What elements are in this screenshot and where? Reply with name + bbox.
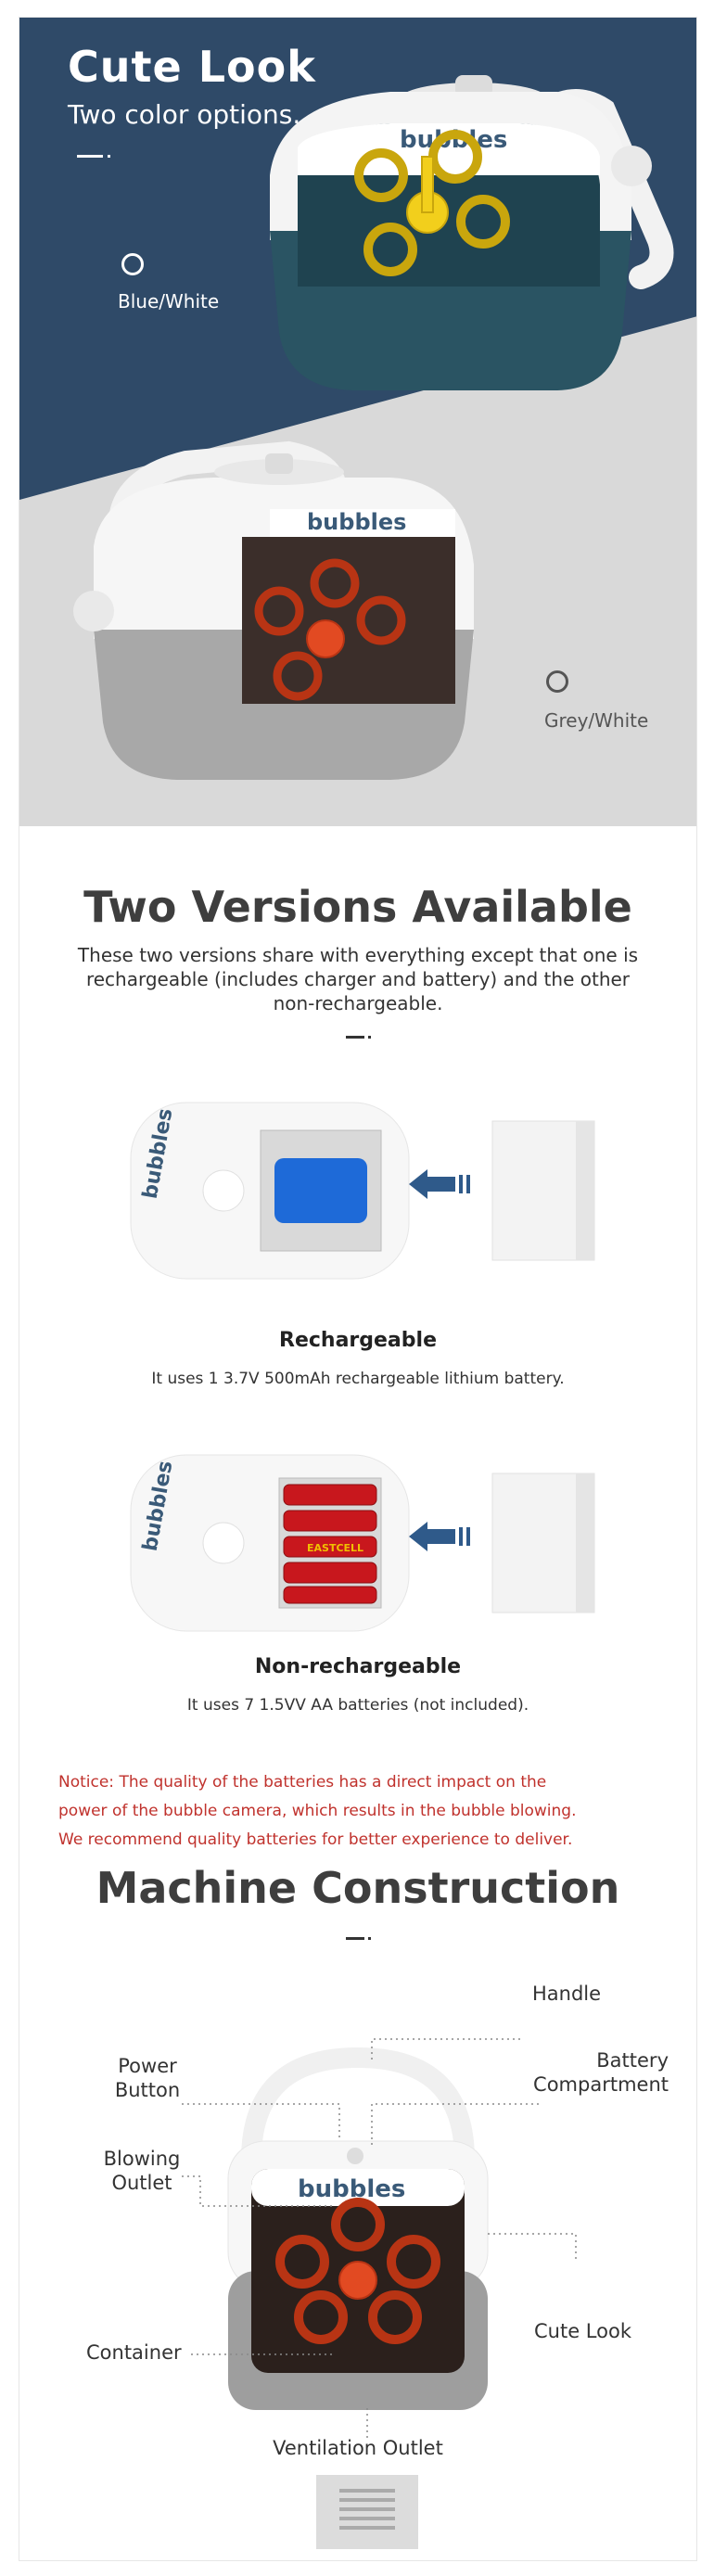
label-power-button-line2: Button (114, 2079, 181, 2101)
label-battery-line1: Battery (596, 2049, 669, 2072)
logo-text: bubbles (138, 1106, 178, 1201)
color-option-blue-radio[interactable] (121, 253, 144, 275)
label-battery-line2: Compartment (533, 2073, 669, 2096)
nonrechargeable-image (121, 1436, 604, 1640)
label-ventilation-outlet: Ventilation Outlet (273, 2437, 443, 2459)
machine-logo: bubbles (400, 126, 508, 154)
cute-look-title: Cute Look (68, 42, 316, 92)
label-battery-compartment (520, 2048, 669, 2097)
product-page (19, 17, 697, 2561)
svg-text:bubbles: bubbles (138, 1459, 178, 1553)
color-option-grey-radio[interactable] (546, 670, 568, 693)
versions-divider (346, 1036, 364, 1039)
battery-brand: EASTCELL (307, 1542, 364, 1554)
title-divider (77, 155, 103, 158)
construction-divider (346, 1937, 364, 1940)
battery-notice (58, 1768, 670, 1855)
notice-line-3: We recommend quality batteries for better experience to deliver. (58, 1830, 573, 1849)
label-container: Container (86, 2341, 182, 2364)
label-blowing-outlet (86, 2147, 198, 2195)
label-blowing-line1: Blowing (103, 2148, 181, 2170)
versions-title: Two Versions Available (83, 882, 632, 932)
blue-machine-image (242, 55, 678, 426)
label-handle: Handle (532, 1983, 602, 2005)
svg-text:bubbles: bubbles (307, 509, 407, 535)
svg-text:bubbles: bubbles (298, 2175, 406, 2203)
rechargeable-desc: It uses 1 3.7V 500mAh rechargeable lithium battery. (151, 1370, 565, 1388)
rechargeable-title: Rechargeable (279, 1329, 437, 1352)
rechargeable-image (121, 1084, 604, 1288)
nonrechargeable-title: Non-rechargeable (254, 1655, 462, 1678)
cute-look-subtitle: Two color options. (68, 99, 301, 130)
notice-line-1: Notice: The quality of the batteries has a direct impact on the (58, 1773, 547, 1792)
label-blowing-line2: Outlet (111, 2172, 172, 2194)
grey-machine-image (57, 426, 502, 806)
label-cute-look: Cute Look (534, 2320, 631, 2342)
notice-line-2: power of the bubble camera, which results in the bubble blowing. (58, 1802, 577, 1820)
versions-description: These two versions share with everything except that one is rechargeable (includes charger and battery) and the other non-rechargeable. (77, 944, 639, 1014)
label-power-button (101, 2054, 194, 2102)
nonrechargeable-desc: It uses 7 1.5VV AA batteries (not included). (186, 1696, 529, 1715)
color-option-grey-label: Grey/White (544, 709, 649, 732)
label-power-button-line1: Power (118, 2055, 177, 2077)
color-option-blue-label: Blue/White (118, 290, 220, 312)
construction-title: Machine Construction (96, 1863, 620, 1913)
cute-look-section (19, 18, 696, 826)
